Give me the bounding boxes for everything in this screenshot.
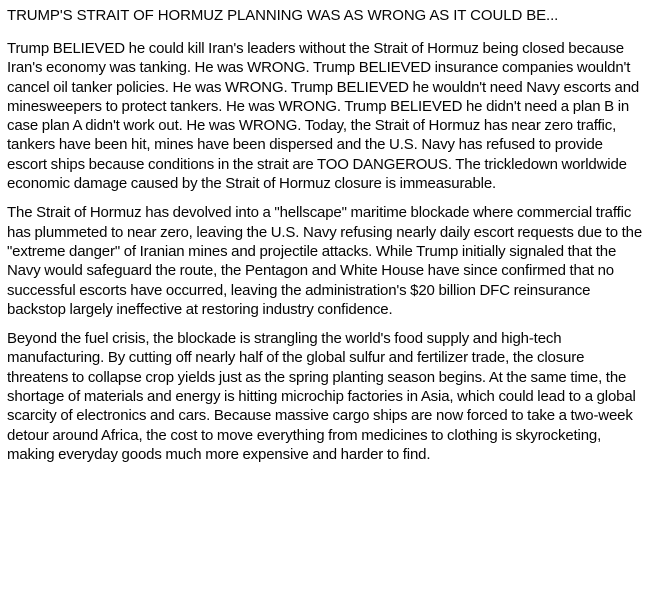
post-paragraph-2: The Strait of Hormuz has devolved into a "hellscape" maritime blockade where commercial traffic has plummeted to near zero, leaving the U.S. Navy refusing nearly daily escort requests due to the "extreme danger" of Iranian mines and projectile attacks. While Trump initially signaled that the Navy would safeguard the route, the Pentagon and White House have since confirmed that no successful escorts have occurred, leaving the administration's $20 billion DFC reinsurance backstop largely ineffective at restoring industry confidence. xyxy=(7,204,643,318)
post-paragraph-3: Beyond the fuel crisis, the blockade is strangling the world's food supply and high-tech manufacturing. By cutting off nearly half of the global sulfur and fertilizer trade, the closure threatens to collapse crop yields just as the spring planting season begins. At the same time, the shortage of materials and energy is hitting microchip factories in Asia, which could lead to a global scarcity of electronics and cars. Because massive cargo ships are now forced to take a two-week detour around Africa, the cost to move everything from medicines to clothing is skyrocketing, making everyday goods much more expensive and harder to find. xyxy=(7,330,636,463)
post-body xyxy=(7,6,643,474)
post-title: TRUMP'S STRAIT OF HORMUZ PLANNING WAS AS WRONG AS IT COULD BE... xyxy=(7,7,559,24)
post-paragraph-1: Trump BELIEVED he could kill Iran's leaders without the Strait of Hormuz being closed because Iran's economy was tanking. He was WRONG. Trump BELIEVED insurance companies wouldn't cancel oil tanker policies. He was WRONG. Trump BELIEVED he wouldn't need Navy escorts and minesweepers to protect tankers. He was WRONG. Trump BELIEVED he didn't need a plan B in case plan A didn't work out. He was WRONG. Today, the Strait of Hormuz has near zero traffic, tankers have been hit, mines have been dispersed and the U.S. Navy has refused to provide escort ships because conditions in the strait are TOO DANGEROUS. The trickledown worldwide economic damage caused by the Strait of Hormuz closure is immeasurable. xyxy=(7,40,640,193)
